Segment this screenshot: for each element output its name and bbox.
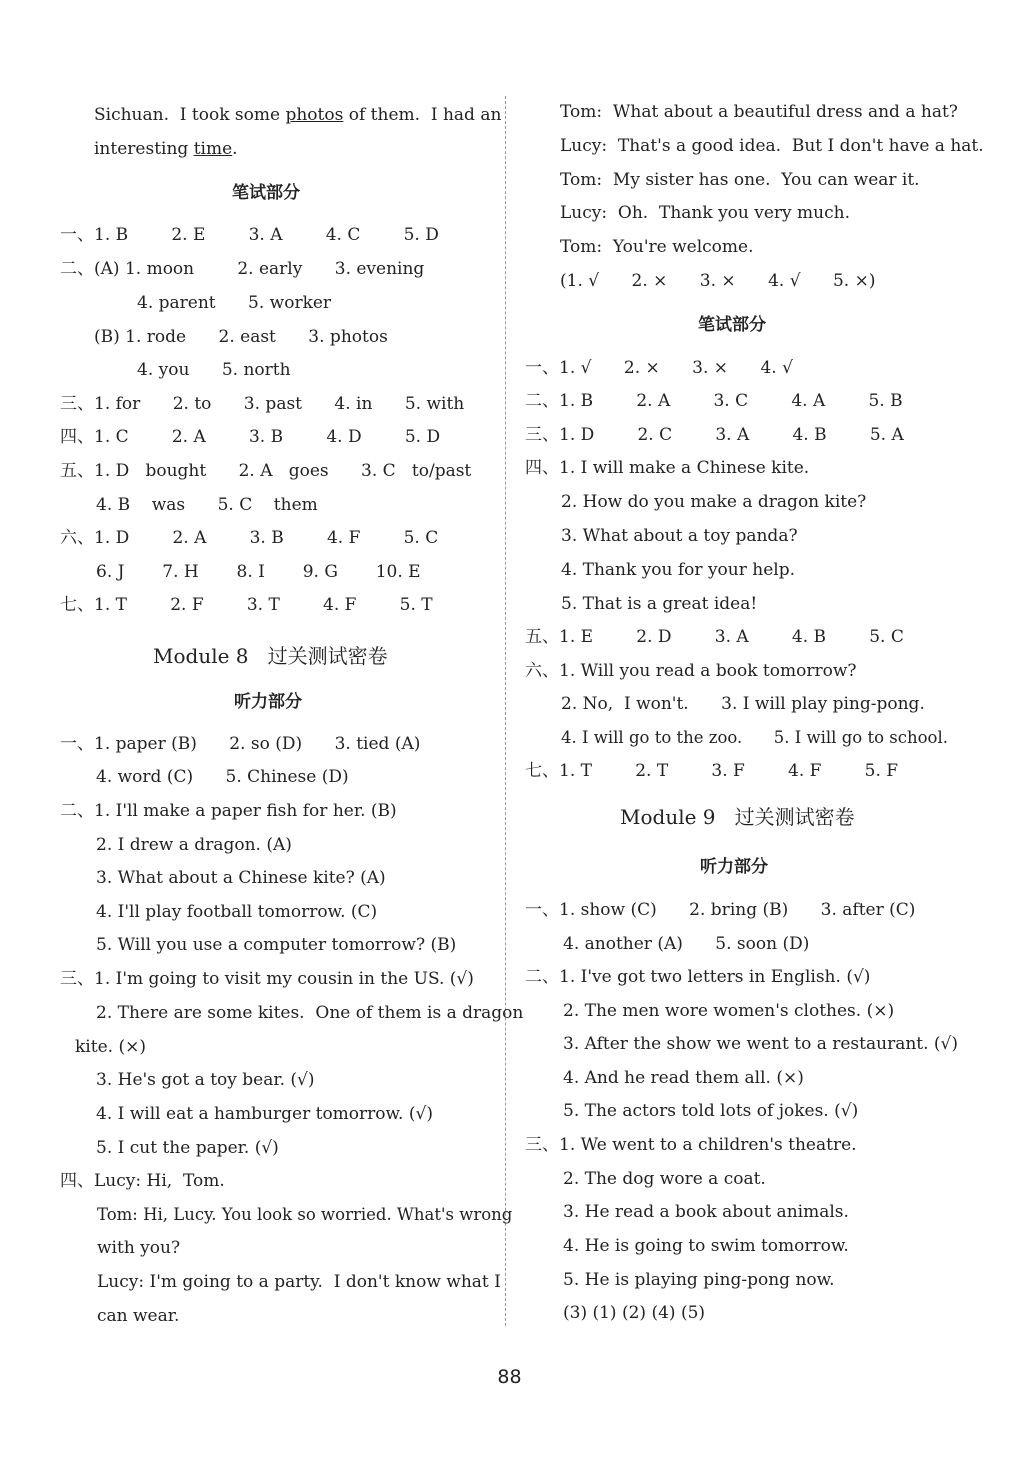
answer-line: 三、1. D 2. C 3. A 4. B 5. A [525,425,904,445]
answer-line: 4. He is going to swim tomorrow. [563,1236,849,1256]
listening-heading: 听力部分 [700,857,768,877]
answer-line: 六、1. Will you read a book tomorrow? [525,661,857,681]
intro-text: of them. I had an [343,105,502,125]
answer-photos: photos [285,105,344,125]
answer-time: time [193,139,233,159]
answer-line: 3. What about a Chinese kite? (A) [96,868,386,888]
answer-line: 2. No, I won't. 3. I will play ping-pong. [561,694,925,714]
answer-line: 3. After the show we went to a restaurant. (√) [563,1034,959,1054]
listening-heading: 听力部分 [234,692,302,712]
answer-line: 4. And he read them all. (×) [563,1068,804,1088]
answer-line: 3. He read a book about animals. [563,1202,849,1222]
answer-line: 二、1. I've got two letters in English. (√) [525,967,871,987]
answer-line: (3) (1) (2) (4) (5) [563,1303,706,1323]
answer-line: 三、1. We went to a children's theatre. [525,1135,857,1155]
intro-text: interesting [94,139,194,159]
answer-line: 五、1. D bought 2. A goes 3. C to/past [60,461,472,481]
intro-line-1 [94,104,501,126]
answer-line: 2. The dog wore a coat. [563,1169,766,1189]
answer-line: 七、1. T 2. T 3. F 4. F 5. F [525,761,899,781]
module8-title: Module 8 过关测试密卷 [153,644,388,668]
answer-line: 5. That is a great idea! [561,594,758,614]
answer-line: 4. another (A) 5. soon (D) [563,934,810,954]
answer-line: 二、(A) 1. moon 2. early 3. evening [60,259,425,279]
answer-line: 五、1. E 2. D 3. A 4. B 5. C [525,627,904,647]
dialogue-line: Tom: Hi, Lucy. You look so worried. What's wrong [97,1205,513,1224]
answer-line: 4. I will go to the zoo. 5. I will go to school. [561,728,948,747]
dialogue-line: 四、Lucy: Hi, Tom. [60,1171,225,1191]
answer-line: 四、1. I will make a Chinese kite. [525,458,810,478]
answer-line: kite. (×) [75,1037,146,1057]
answer-line: (B) 1. rode 2. east 3. photos [94,327,388,347]
answer-line: 六、1. D 2. A 3. B 4. F 5. C [60,528,439,548]
answer-line: 4. parent 5. worker [137,293,332,313]
answer-line: 一、1. B 2. E 3. A 4. C 5. D [60,225,439,245]
answer-line: 三、1. for 2. to 3. past 4. in 5. with [60,394,465,414]
dialogue-line: Lucy: Oh. Thank you very much. [560,203,851,223]
answer-line: 2. There are some kites. One of them is a dragon [96,1003,524,1023]
dialogue-line: can wear. [97,1306,180,1326]
answer-line: 6. J 7. H 8. I 9. G 10. E [96,562,421,582]
column-divider [505,96,506,1326]
written-heading: 笔试部分 [698,315,766,335]
answer-line: 2. I drew a dragon. (A) [96,835,292,855]
answer-line: 5. Will you use a computer tomorrow? (B) [96,935,457,955]
answer-line: 2. How do you make a dragon kite? [561,492,867,512]
answer-line: 二、1. I'll make a paper fish for her. (B) [60,801,397,821]
answer-line: 一、1. paper (B) 2. so (D) 3. tied (A) [60,734,421,754]
answer-line: 3. He's got a toy bear. (√) [96,1070,315,1090]
answer-line: 5. He is playing ping-pong now. [563,1270,835,1290]
answer-line: 3. What about a toy panda? [561,526,798,546]
answer-line: 四、1. C 2. A 3. B 4. D 5. D [60,427,441,447]
answer-line: 二、1. B 2. A 3. C 4. A 5. B [525,391,903,411]
intro-line-2 [94,138,238,160]
answer-line: 4. I'll play football tomorrow. (C) [96,902,378,922]
dialogue-line: Tom: You're welcome. [560,237,754,257]
answer-line: 4. I will eat a hamburger tomorrow. (√) [96,1104,433,1124]
answer-line: 5. I cut the paper. (√) [96,1138,279,1158]
dialogue-line: Lucy: I'm going to a party. I don't know what I [97,1272,501,1292]
dialogue-line: Lucy: That's a good idea. But I don't have a hat. [560,136,984,156]
dialogue-line: with you? [97,1238,181,1258]
answer-line: 4. you 5. north [137,360,291,380]
answer-line: 5. The actors told lots of jokes. (√) [563,1101,859,1121]
answer-line: 4. B was 5. C them [96,495,318,515]
dialogue-line: Tom: My sister has one. You can wear it. [560,170,920,190]
answer-line: 4. Thank you for your help. [561,560,795,580]
answer-line: (1. √ 2. × 3. × 4. √ 5. ×) [560,271,876,291]
answer-line: 一、1. √ 2. × 3. × 4. √ [525,358,793,378]
dialogue-line: Tom: What about a beautiful dress and a hat? [560,102,958,122]
intro-text: . [232,139,238,159]
answer-line: 三、1. I'm going to visit my cousin in the US. (√) [60,969,474,989]
page-number: 88 [497,1366,522,1388]
answer-line: 一、1. show (C) 2. bring (B) 3. after (C) [525,900,916,920]
intro-text: Sichuan. I took some [94,105,286,125]
answer-line: 2. The men wore women's clothes. (×) [563,1001,895,1021]
written-heading: 笔试部分 [232,183,300,203]
module9-title: Module 9 过关测试密卷 [620,805,855,829]
answer-line: 4. word (C) 5. Chinese (D) [96,767,349,787]
answer-line: 七、1. T 2. F 3. T 4. F 5. T [60,595,433,615]
